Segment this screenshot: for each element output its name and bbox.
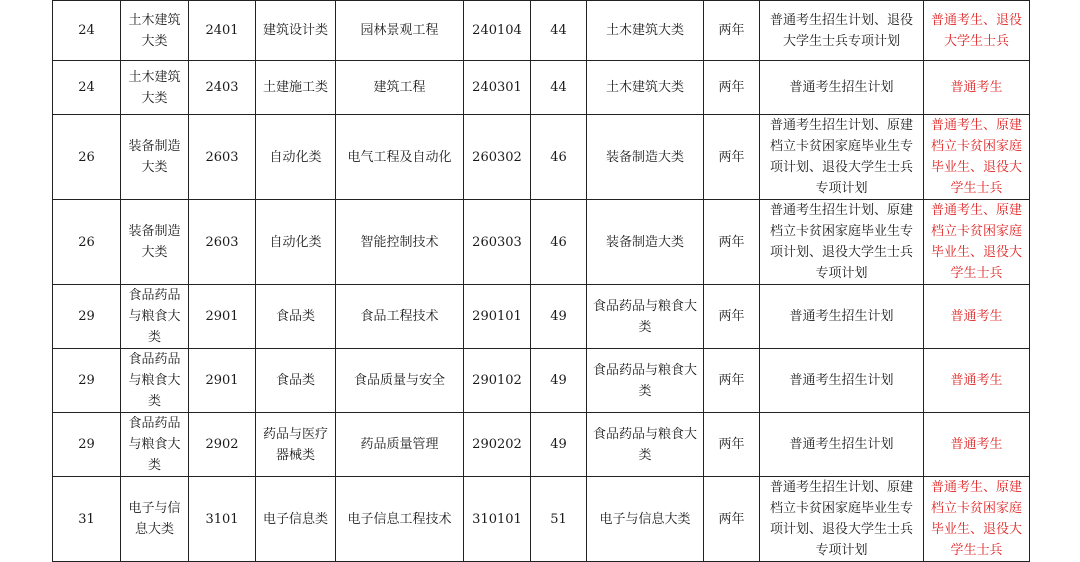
table-row: [53, 477, 1030, 562]
cell-code4: 49: [531, 349, 587, 413]
cell-cat3: 食品药品与粮食大类: [587, 413, 704, 477]
cell-duration: 两年: [704, 1, 760, 61]
cell-code1: 29: [53, 349, 121, 413]
cell-code4: 44: [531, 61, 587, 115]
cell-code2: 2603: [189, 115, 256, 200]
table-row: [53, 61, 1030, 115]
cell-duration: 两年: [704, 349, 760, 413]
cell-target: 普通考生: [924, 349, 1030, 413]
cell-cat2: 建筑设计类: [256, 1, 336, 61]
cell-code3: 260303: [464, 200, 531, 285]
cell-plan: 普通考生招生计划、原建档立卡贫困家庭毕业生专项计划、退役大学生士兵专项计划: [760, 200, 924, 285]
cell-cat1: 食品药品与粮食大类: [121, 413, 189, 477]
cell-cat3: 装备制造大类: [587, 115, 704, 200]
table-row: [53, 413, 1030, 477]
table-row: [53, 285, 1030, 349]
cell-plan: 普通考生招生计划、退役大学生士兵专项计划: [760, 1, 924, 61]
cell-major: 食品工程技术: [336, 285, 464, 349]
cell-code3: 240301: [464, 61, 531, 115]
cell-cat1: 电子与信息大类: [121, 477, 189, 562]
cell-major: 食品质量与安全: [336, 349, 464, 413]
cell-code4: 51: [531, 477, 587, 562]
cell-code1: 29: [53, 413, 121, 477]
table-row: [53, 115, 1030, 200]
cell-duration: 两年: [704, 200, 760, 285]
cell-code1: 24: [53, 1, 121, 61]
table-row: [53, 200, 1030, 285]
cell-plan: 普通考生招生计划、原建档立卡贫困家庭毕业生专项计划、退役大学生士兵专项计划: [760, 477, 924, 562]
cell-duration: 两年: [704, 61, 760, 115]
cell-cat1: 装备制造大类: [121, 200, 189, 285]
cell-major: 电子信息工程技术: [336, 477, 464, 562]
cell-code2: 2603: [189, 200, 256, 285]
cell-major: 药品质量管理: [336, 413, 464, 477]
cell-target: 普通考生: [924, 285, 1030, 349]
cell-major: 智能控制技术: [336, 200, 464, 285]
cell-duration: 两年: [704, 477, 760, 562]
cell-code1: 31: [53, 477, 121, 562]
cell-duration: 两年: [704, 285, 760, 349]
cell-cat3: 土木建筑大类: [587, 61, 704, 115]
cell-major: 电气工程及自动化: [336, 115, 464, 200]
cell-cat1: 土木建筑大类: [121, 1, 189, 61]
cell-cat1: 土木建筑大类: [121, 61, 189, 115]
cell-plan: 普通考生招生计划、原建档立卡贫困家庭毕业生专项计划、退役大学生士兵专项计划: [760, 115, 924, 200]
cell-code4: 49: [531, 413, 587, 477]
cell-code1: 26: [53, 200, 121, 285]
cell-code4: 49: [531, 285, 587, 349]
cell-cat1: 食品药品与粮食大类: [121, 349, 189, 413]
table-row: [53, 349, 1030, 413]
cell-code2: 2902: [189, 413, 256, 477]
cell-cat1: 食品药品与粮食大类: [121, 285, 189, 349]
cell-plan: 普通考生招生计划: [760, 285, 924, 349]
cell-major: 园林景观工程: [336, 1, 464, 61]
cell-code1: 29: [53, 285, 121, 349]
cell-cat2: 土建施工类: [256, 61, 336, 115]
cell-code2: 2901: [189, 349, 256, 413]
cell-target: 普通考生、原建档立卡贫困家庭毕业生、退役大学生士兵: [924, 477, 1030, 562]
cell-cat3: 食品药品与粮食大类: [587, 285, 704, 349]
cell-target: 普通考生: [924, 413, 1030, 477]
cell-code4: 44: [531, 1, 587, 61]
cell-cat2: 自动化类: [256, 200, 336, 285]
cell-code2: 2401: [189, 1, 256, 61]
cell-code3: 290102: [464, 349, 531, 413]
cell-code1: 26: [53, 115, 121, 200]
cell-plan: 普通考生招生计划: [760, 349, 924, 413]
cell-code4: 46: [531, 115, 587, 200]
cell-cat2: 自动化类: [256, 115, 336, 200]
cell-plan: 普通考生招生计划: [760, 413, 924, 477]
cell-code3: 260302: [464, 115, 531, 200]
table-row: [53, 1, 1030, 61]
cell-code2: 2403: [189, 61, 256, 115]
cell-cat2: 电子信息类: [256, 477, 336, 562]
cell-code3: 290101: [464, 285, 531, 349]
cell-code1: 24: [53, 61, 121, 115]
cell-duration: 两年: [704, 115, 760, 200]
cell-plan: 普通考生招生计划: [760, 61, 924, 115]
cell-duration: 两年: [704, 413, 760, 477]
cell-cat3: 装备制造大类: [587, 200, 704, 285]
cell-code3: 310101: [464, 477, 531, 562]
cell-cat1: 装备制造大类: [121, 115, 189, 200]
enrollment-table: [52, 0, 1030, 562]
cell-target: 普通考生、原建档立卡贫困家庭毕业生、退役大学生士兵: [924, 200, 1030, 285]
cell-cat2: 食品类: [256, 349, 336, 413]
cell-target: 普通考生、退役大学生士兵: [924, 1, 1030, 61]
cell-cat2: 食品类: [256, 285, 336, 349]
cell-code2: 3101: [189, 477, 256, 562]
cell-code2: 2901: [189, 285, 256, 349]
cell-code3: 290202: [464, 413, 531, 477]
cell-code4: 46: [531, 200, 587, 285]
cell-major: 建筑工程: [336, 61, 464, 115]
cell-target: 普通考生、原建档立卡贫困家庭毕业生、退役大学生士兵: [924, 115, 1030, 200]
cell-cat3: 土木建筑大类: [587, 1, 704, 61]
cell-code3: 240104: [464, 1, 531, 61]
cell-cat2: 药品与医疗器械类: [256, 413, 336, 477]
cell-target: 普通考生: [924, 61, 1030, 115]
cell-cat3: 电子与信息大类: [587, 477, 704, 562]
cell-cat3: 食品药品与粮食大类: [587, 349, 704, 413]
